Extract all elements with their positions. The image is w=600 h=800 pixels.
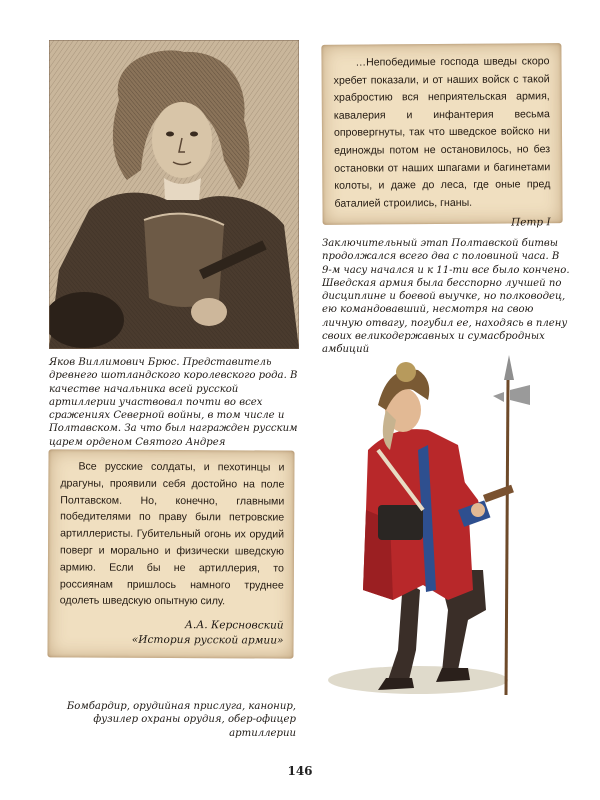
quote-author-peter: Петр I — [511, 216, 551, 229]
quote-panel-peter — [321, 43, 562, 229]
quote-source-kersnovsky: «История русской армии» — [131, 633, 284, 647]
caption-bruce-portrait: Яков Виллимович Брюс. Представитель древнего шотландского королевского рода. В качестве начальника всей русской артиллерии участвовал почти во всех сражениях Северной войны, в том числе и Полтавском. За что был награжден русским царем орденом Святого Андрея — [49, 357, 298, 448]
quote-text-peter: …Непобедимые господа шведы скоро хребет показали, и от наших войск с такой храбростию вся неприятельская армия, кавалерия и инфантерия весьма опровергнуты, так что шведское войско ни единожды потом не остановилось, но без остановки от наших шпагами и багинетами колоты, и даже до леса, где оные пред баталией строились, гнаны. — [333, 55, 551, 210]
page-number: 146 — [287, 764, 313, 778]
quote-text-kersnovsky: Все русские солдаты, и пехотинцы и драгуны, проявили себя достойно на поле Полтавском. Но, конечно, главными победителями по праву были петровские артиллеристы. Губительный огонь их орудий поверг и морально и физически шведскую армию. Если бы не артиллерия, то россиянам пришлось намного труднее одолеть шведскую опытную силу. — [59, 460, 285, 608]
quote-author-kersnovsky: А.А. Керсновский — [184, 619, 284, 632]
bombardier-illustration — [308, 350, 570, 710]
caption-battle: Заключительный этап Полтавской битвы продолжался всего два с половиной часа. В 9-м часу начался и к 11-ти все было кончено. Шведская армия была бесспорно лучшей по дисциплине и боевой выучке, но полководец, ею командовавший, несмотря на свою личную отвагу, погубил ее, находясь в плену своих великодержавных и сумасбродных амбиций — [322, 238, 570, 356]
portrait-bruce-engraving — [49, 40, 299, 349]
caption-bombardier: Бомбардир, орудийная прислуга, канонир, фузилер охраны орудия, обер-офицер артиллерии — [66, 701, 296, 739]
quote-panel-kersnovsky — [47, 449, 294, 658]
